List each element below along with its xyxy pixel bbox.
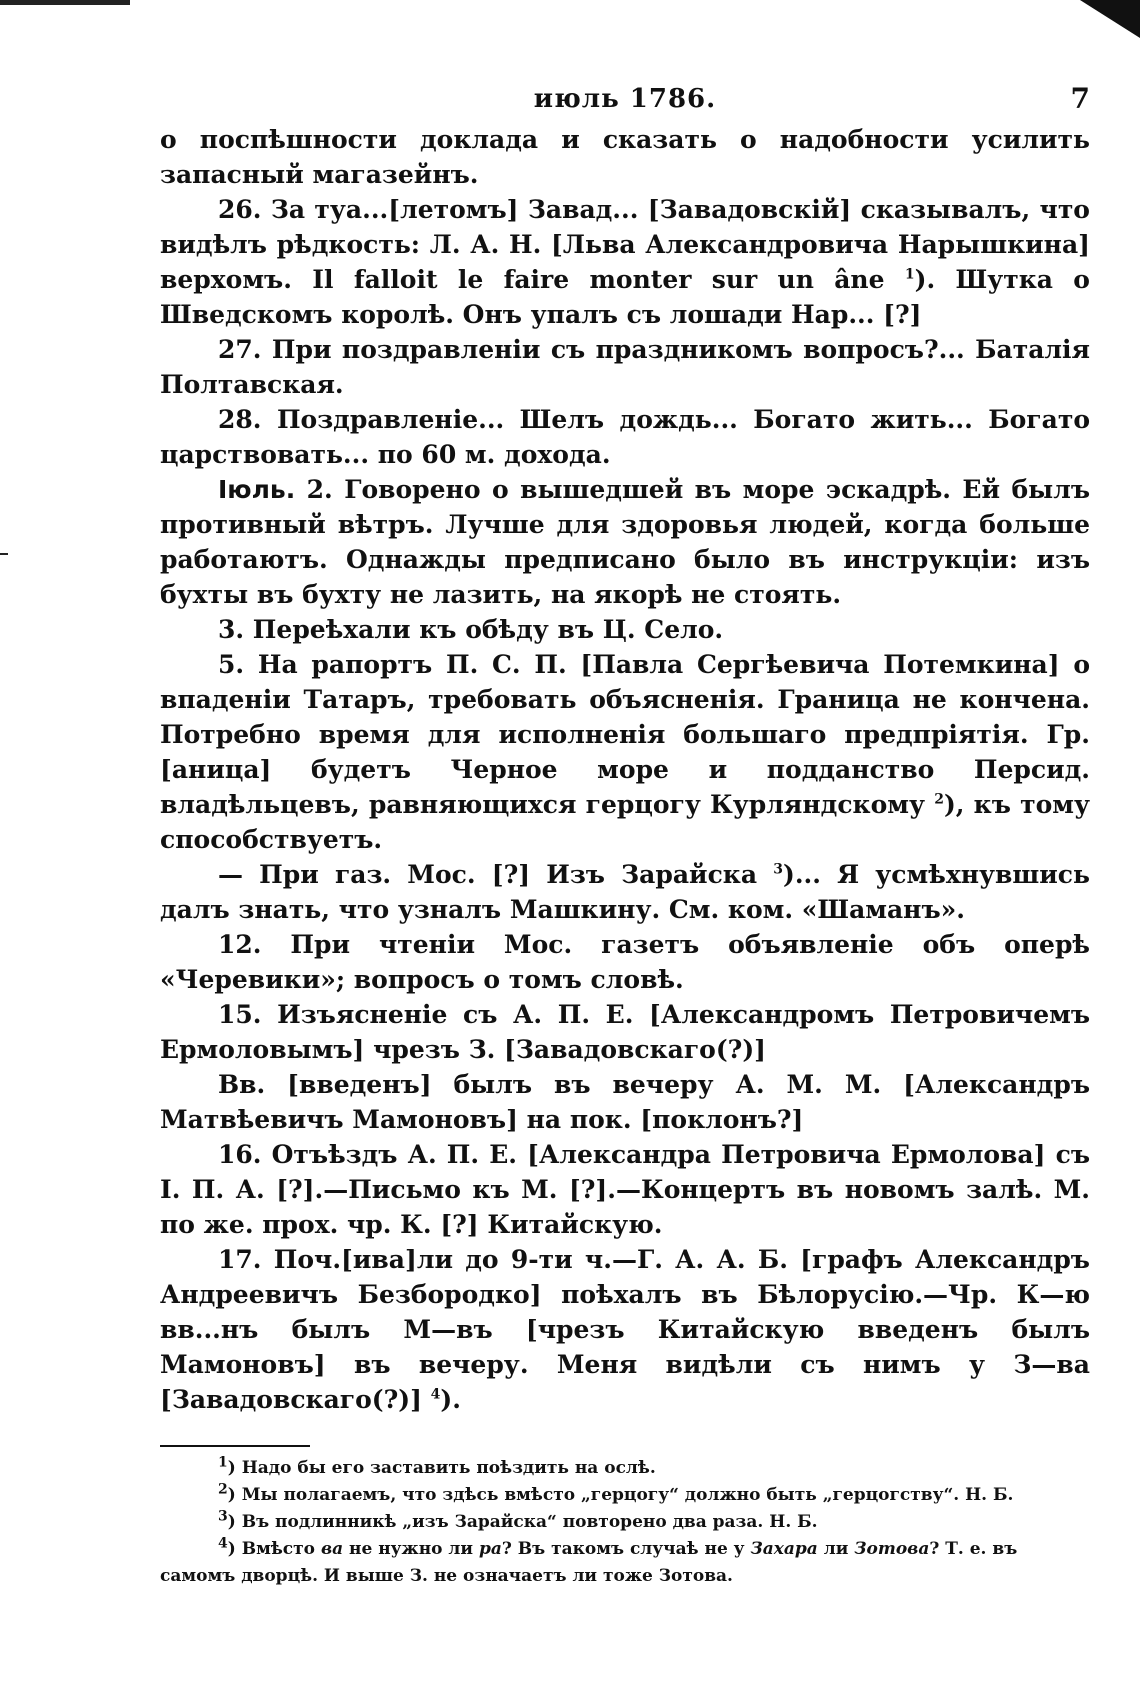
scan-edge-mark: [0, 0, 130, 5]
paragraph-entry-15: 15. Изъясненіе съ А. П. Е. [Александромъ Петровичемъ Ермоловымъ] чрезъ З. [Завадовскаго(?)]: [160, 1000, 1090, 1064]
footnote-2: $^2$) Мы полагаемъ, что здѣсь вмѣсто „герцогу“ должно быть „герцогству“. Н. Б.: [218, 1481, 1014, 1505]
paragraph-gazette: — При газ. Мос. [?] Изъ Зарайска $^3$)... Я усмѣхнувшись далъ знать, что узналъ Машкину. См. ком. «Шаманъ».: [160, 860, 1090, 924]
footnote-ref: 4: [430, 1386, 441, 1403]
paragraph-entry-3: 3. Переѣхали къ обѣду въ Ц. Село.: [218, 615, 724, 644]
footnote-4: $^4$) Вмѣсто ва не нужно ли ра? Въ такомъ случаѣ не у Захара ли Зотова? Т. е. въ самомъ дворцѣ. И выше З. не означаетъ ли тоже Зотова.: [160, 1535, 1018, 1586]
paragraph-entry-16: 16. Отъѣздъ А. П. Е. [Александра Петровича Ермолова] съ І. П. А. [?].—Письмо къ М. [?].—Концертъ въ новомъ залѣ. М. по же. прох. чр. К. [?] Китайскую.: [160, 1140, 1090, 1239]
page-number: 7: [1070, 82, 1090, 115]
footnote-ref: 3: [773, 861, 783, 878]
running-title: июль 1786.: [533, 84, 717, 114]
footnote-ref: 1: [904, 266, 915, 283]
body-text: [160, 122, 1090, 1417]
paragraph-july-2: Іюль. 2. Говорено о вышедшей въ море эскадрѣ. Ей былъ противный вѣтръ. Лучше для здоровья людей, когда больше работаютъ. Однажды предписано было въ инструкціи: изъ бухты въ бухту не лазить, на якорѣ не стоять.: [160, 475, 1090, 609]
scan-corner-shadow: [1080, 0, 1140, 38]
paragraph-entry-28: 28. Поздравленіе... Шелъ дождь... Богато жить... Богато царствовать... по 60 м. дохода.: [160, 405, 1090, 469]
paragraph-entry-12: 12. При чтеніи Мос. газетъ объявленіе объ оперѣ «Черевики»; вопросъ о томъ словѣ.: [160, 930, 1090, 994]
footnote-divider: [160, 1445, 310, 1447]
paragraph: о поспѣшности доклада и сказать о надобности усилить запасный магазейнъ.: [160, 125, 1090, 189]
book-page: [160, 78, 1090, 1590]
running-head: [160, 78, 1090, 122]
footnote-3: $^3$) Въ подлинникѣ „изъ Зарайска“ повторено два раза. Н. Б.: [218, 1508, 818, 1532]
paragraph-entry-27: 27. При поздравленіи съ праздникомъ вопросъ?... Баталія Полтавская.: [160, 335, 1090, 399]
paragraph-entry-17: 17. Поч.[ива]ли до 9-ти ч.—Г. А. А. Б. [графъ Александръ Андреевичъ Безбородко] поѣхалъ въ Бѣлорусію.—Чр. К—ю вв...нъ былъ М—въ [чрезъ Китайскую введенъ былъ Мамоновъ] въ вечеру. Меня видѣли съ нимъ у З—ва [Завадовскаго(?)] $^4$).: [160, 1245, 1090, 1414]
scan-margin-mark: [0, 553, 8, 555]
footnote-ref: 2: [934, 791, 944, 808]
paragraph-introduced: Вв. [введенъ] былъ въ вечеру А. М. М. [Александръ Матвѣевичъ Мамоновъ] на пок. [поклонъ?]: [160, 1070, 1090, 1134]
month-heading: Іюль.: [218, 475, 296, 504]
paragraph-entry-26: 26. За туа...[летомъ] Завад... [Завадовскій] сказывалъ, что видѣлъ рѣдкость: Л. А. Н. [Льва Александровича Нарышкина] верхомъ. Il falloit le faire monter sur un âne $^1$). Шутка о Шведскомъ королѣ. Онъ упалъ съ лошади Нар... [?]: [160, 195, 1090, 329]
paragraph-entry-5: 5. На рапортъ П. С. П. [Павла Сергѣевича Потемкина] о впаденіи Татаръ, требовать объясненія. Граница не кончена. Потребно время для исполненія большаго предпріятія. Гр.[аница] будетъ Черное море и подданство Персид. владѣльцевъ, равняющихся герцогу Курляндскому $^2$), къ тому способствуетъ.: [160, 650, 1090, 854]
footnotes: [160, 1455, 1090, 1590]
footnote-1: $^1$) Надо бы его заставить поѣздить на ослѣ.: [218, 1454, 656, 1478]
